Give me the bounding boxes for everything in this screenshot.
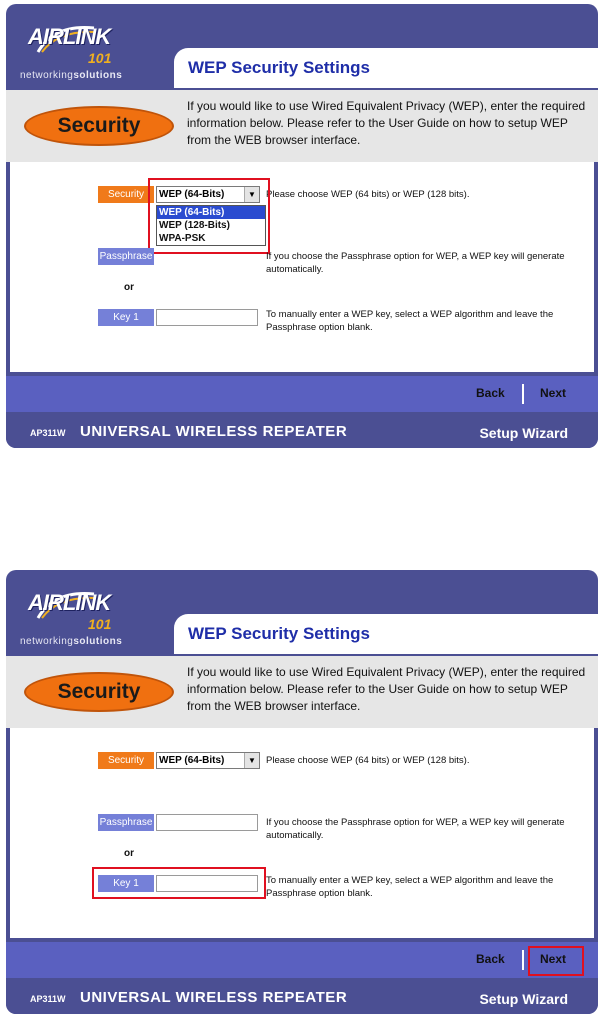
page-title: WEP Security Settings [188, 624, 371, 643]
dropdown-option[interactable]: WEP (64-Bits) [157, 206, 265, 219]
key1-label: Key 1 [98, 309, 154, 326]
wizard-panel-1 [6, 4, 598, 448]
page-title: WEP Security Settings [188, 58, 371, 77]
chevron-down-icon[interactable]: ▼ [244, 753, 259, 768]
passphrase-help: If you choose the Passphrase option for WEP, a WEP key will generate automatically. [266, 817, 565, 841]
back-button[interactable]: Back [476, 952, 505, 966]
intro-text: If you would like to use Wired Equivalent Privacy (WEP), enter the required information below. Please refer to the User Guide on how to setup WEP from the WEB browser interface. [187, 665, 586, 713]
security-label: Security [98, 186, 154, 203]
highlight-box [148, 178, 270, 254]
or-text: or [124, 282, 134, 293]
logo-tagline: networkingsolutions [20, 636, 123, 647]
logo-text: AIRLINK [28, 590, 111, 615]
product-name: UNIVERSAL WIRELESS REPEATER [80, 423, 348, 440]
back-button[interactable]: Back [476, 386, 505, 400]
title-tab [174, 614, 598, 654]
form-area [10, 728, 594, 938]
security-label: Security [98, 752, 154, 769]
wizard-label: Setup Wizard [479, 425, 568, 441]
nav-divider [522, 384, 524, 404]
header [6, 4, 598, 90]
logo-number: 101 [88, 50, 112, 66]
or-text: or [124, 848, 134, 859]
chevron-down-icon[interactable]: ▼ [244, 187, 259, 202]
intro-text: If you would like to use Wired Equivalent Privacy (WEP), enter the required information below. Please refer to the User Guide on how to setup WEP from the WEB browser interface. [187, 99, 586, 147]
passphrase-label: Passphrase [98, 248, 154, 265]
footer [6, 978, 598, 1014]
next-button[interactable]: Next [540, 952, 567, 966]
nav-bar [6, 376, 598, 412]
key1-help: To manually enter a WEP key, select a WEP algorithm and leave the Passphrase option blank. [266, 875, 554, 899]
passphrase-label: Passphrase [98, 814, 154, 831]
passphrase-help: If you choose the Passphrase option for WEP, a WEP key will generate automatically. [266, 251, 565, 275]
nav-bar [6, 942, 598, 978]
header [6, 570, 598, 656]
key1-input[interactable] [156, 309, 258, 326]
model-number: AP311W [30, 428, 66, 438]
security-select[interactable]: WEP (64-Bits) ▼ [156, 752, 260, 769]
security-badge: Security [24, 672, 174, 712]
passphrase-input[interactable] [156, 814, 258, 831]
wizard-panel-2 [6, 570, 598, 1014]
highlight-box [92, 867, 266, 899]
form-area [10, 162, 594, 372]
wizard-label: Setup Wizard [479, 991, 568, 1007]
dropdown-option[interactable]: WPA-PSK [159, 233, 206, 244]
next-button[interactable]: Next [540, 386, 567, 400]
intro-band [6, 90, 598, 162]
title-tab [174, 48, 598, 88]
model-number: AP311W [30, 994, 66, 1004]
logo-text: AIRLINK [28, 24, 111, 49]
intro-band [6, 656, 598, 728]
security-help: Please choose WEP (64 bits) or WEP (128 bits). [266, 755, 470, 766]
airlink-logo [6, 4, 176, 90]
key1-label: Key 1 [98, 875, 154, 892]
dropdown-option[interactable]: WEP (128-Bits) [159, 220, 230, 231]
security-select[interactable]: WEP (64-Bits) ▼ [156, 186, 260, 203]
key1-help: To manually enter a WEP key, select a WEP algorithm and leave the Passphrase option blank. [266, 309, 554, 333]
product-name: UNIVERSAL WIRELESS REPEATER [80, 989, 348, 1006]
security-badge: Security [24, 106, 174, 146]
logo-number: 101 [88, 616, 112, 632]
footer [6, 412, 598, 448]
logo-tagline: networkingsolutions [20, 70, 123, 81]
security-help: Please choose WEP (64 bits) or WEP (128 bits). [266, 189, 470, 200]
nav-divider [522, 950, 524, 970]
airlink-logo [6, 570, 176, 656]
highlight-box [528, 946, 584, 976]
